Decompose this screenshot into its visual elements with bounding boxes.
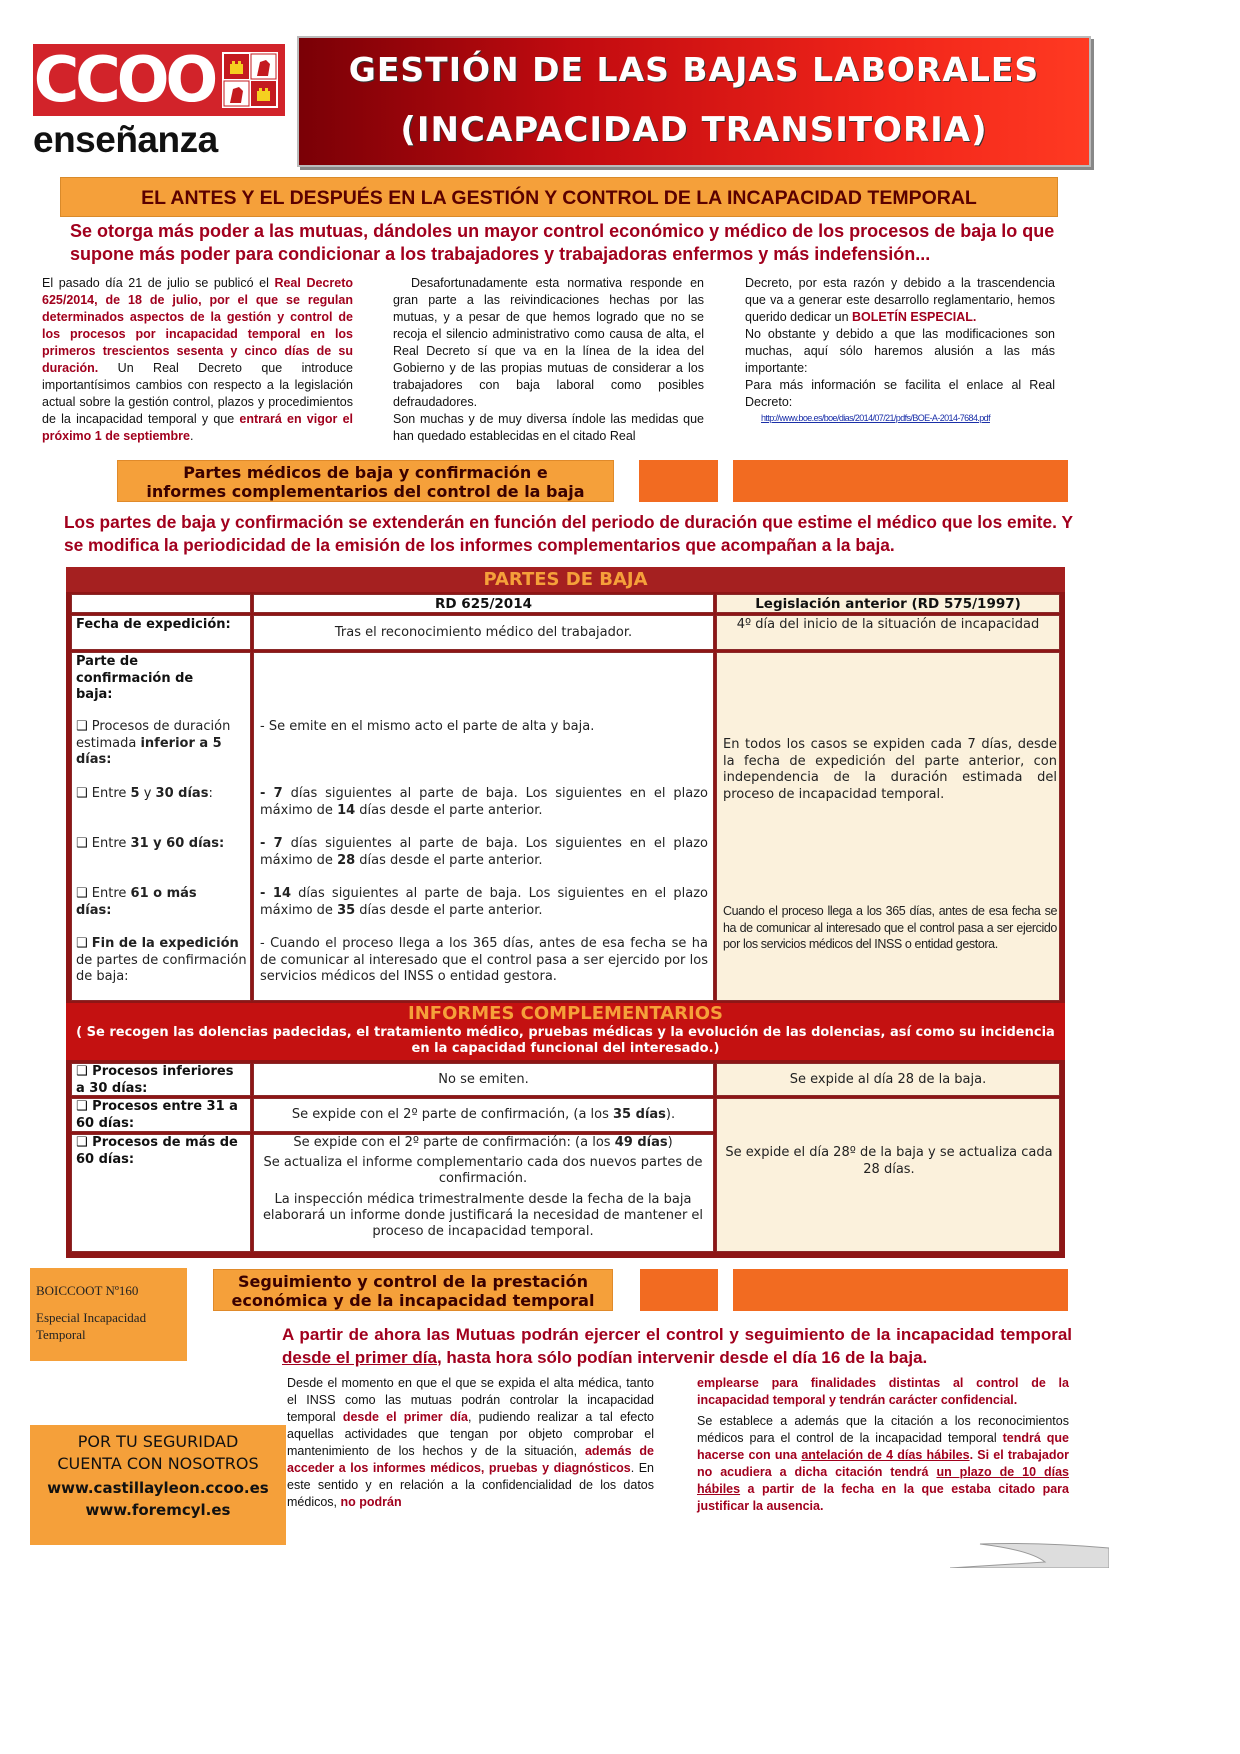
seguimiento-column-1	[287, 1375, 654, 1511]
section-line-1: Seguimiento y control de la prestación	[237, 1272, 588, 1291]
text: días siguientes al parte de baja. Los siguientes en el plazo máximo de	[260, 786, 708, 818]
text-bold: inferior a 5 días:	[76, 735, 222, 767]
coat-of-arms-icon	[222, 52, 278, 108]
text: ❑	[76, 936, 92, 951]
orange-block	[639, 460, 718, 502]
text-bold: 61 o más días:	[76, 886, 197, 918]
row-label-31-60: ❑ Procesos entre 31 a 60 días:	[71, 1098, 251, 1132]
text-bold: 30 días	[155, 786, 209, 801]
paragraph: Son muchas y de muy diversa índole las medidas que han quedado establecidas en el citado Real	[393, 412, 704, 443]
highlight-text: BOLETÍN ESPECIAL.	[852, 310, 977, 324]
table-title-partes: PARTES DE BAJA	[66, 567, 1065, 592]
label-under5	[76, 719, 248, 769]
intro-column-1	[42, 275, 353, 445]
page-curl-decoration	[950, 1540, 1109, 1568]
row-label-fecha: Fecha de expedición:	[71, 615, 251, 650]
text-bold: 35 días	[613, 1107, 666, 1122]
label-5-30	[76, 786, 248, 803]
text-bold: 28	[337, 852, 356, 868]
text: días desde el parte anterior.	[355, 852, 543, 868]
label-text: Parte de confirmación de baja:	[76, 654, 194, 702]
table-title-informes: INFORMES COMPLEMENTARIOS	[408, 1003, 723, 1024]
cell-mas-60-new	[253, 1134, 714, 1252]
text-bold: - 7	[260, 836, 283, 851]
cell-confirmacion-new	[253, 652, 714, 1001]
row-label-inferior-30: ❑ Procesos inferiores a 30 días:	[71, 1063, 251, 1096]
text-5-30	[260, 786, 708, 819]
text: ❑ Entre	[76, 886, 131, 901]
label-fin-expedicion	[76, 936, 248, 986]
boe-link[interactable]: http://www.boe.es/boe/dias/2014/07/21/pdfs/BOE-A-2014-7684.pdf	[761, 413, 990, 423]
website-link-foremcyl[interactable]: www.foremcyl.es	[85, 1501, 231, 1519]
highlight-text: antelación de 4 días hábiles	[801, 1448, 970, 1462]
text: y	[139, 786, 156, 801]
header-empty	[71, 594, 251, 613]
highlight-text: tendrá que hacerse con una	[697, 1431, 1069, 1462]
text: días desde el parte anterior.	[355, 802, 543, 818]
text-bold: 49 días	[614, 1135, 668, 1150]
highlight-text: a partir de la fecha en la que estaba citado para justificar la ausencia.	[697, 1482, 1069, 1513]
boletin-number: BOICCOOT Nº160	[36, 1283, 139, 1298]
lead-paragraph-3	[282, 1323, 1072, 1369]
text: Se establece a además que la citación a los reconocimientos médicos para el control de la incapacidad temporal	[697, 1414, 1069, 1445]
cell-31-60-new	[253, 1098, 714, 1132]
paragraph: No obstante y debido a que las modificaciones son muchas, aquí sólo haremos alusión a las más importante:	[745, 327, 1055, 375]
text-bold: Fin de la expedición	[91, 936, 239, 951]
intro-column-3	[745, 275, 1055, 425]
section-line-1: Partes médicos de baja y confirmación e	[183, 463, 548, 482]
website-link-ccoo[interactable]: www.castillayleon.ccoo.es	[47, 1479, 269, 1497]
highlight-text: desde el primer día	[342, 1410, 468, 1424]
logo-subtitle: enseñanza	[33, 119, 218, 160]
highlight-text: Real Decreto 625/2014, de 18 de julio, por el que se regulan determinados aspectos de la gestión y control de los procesos por incapacidad temporal en los primeros trescientos sesenta y cinco días de su duración.	[42, 276, 353, 375]
boletin-subtitle: Especial Incapacidad Temporal	[36, 1310, 147, 1342]
text: La inspección médica trimestralmente desde la fecha de la baja elaborará un informe donde justificará la necesidad de mantener el proceso de incapacidad temporal.	[262, 1192, 704, 1239]
intro-column-2	[393, 275, 704, 445]
text: días desde el parte anterior.	[355, 902, 543, 918]
text: días siguientes al parte de baja. Los siguientes en el plazo máximo de	[260, 886, 709, 918]
column-header-rd625: RD 625/2014	[253, 594, 714, 613]
highlight-text: no podrán	[340, 1495, 402, 1509]
text: . En este sentido y en relación a la confidencialidad de los datos médicos,	[287, 1461, 654, 1509]
text-bold: - 7	[260, 786, 283, 801]
label-31-60	[76, 836, 248, 853]
seguridad-line-1: POR TU SEGURIDAD	[77, 1432, 239, 1451]
title-line-1: GESTIÓN DE LAS BAJAS LABORALES	[348, 50, 1040, 89]
banner-antes-despues: EL ANTES Y EL DESPUÉS EN LA GESTIÓN Y CONTROL DE LA INCAPACIDAD TEMPORAL	[60, 177, 1058, 217]
row-label-mas-60: ❑ Procesos de más de 60 días:	[71, 1134, 251, 1252]
text: Se expide el día 28º de la baja y se actualiza cada 28 días.	[725, 1145, 1053, 1177]
partes-table	[66, 567, 1065, 1258]
text-fin: - Cuando el proceso llega a los 365 días, antes de esa fecha se ha de comunicar al interesado que el control pasa a ser ejercido por los servicios médicos del INSS o entidad gestora.	[260, 936, 708, 984]
text: A partir de ahora las Mutuas podrán ejercer el control y seguimiento de la incapacidad temporal	[282, 1325, 1072, 1344]
highlight-text: además de acceder a los informes médicos, pruebas y diagnósticos	[287, 1444, 654, 1475]
highlight-text: entrará en vigor el próximo 1 de septiembre	[42, 412, 353, 443]
text-bold: - 14	[260, 886, 292, 901]
cell-inferior-30-new: No se emiten.	[253, 1063, 714, 1096]
lead-paragraph-1: Se otorga más poder a las mutuas, dándoles un mayor control económico y médico de los procesos de baja lo que supone más poder para condicionar a los trabajadores y trabajadoras enfermos y más indefensión...	[70, 221, 1055, 264]
cell-fecha-new: Tras el reconocimiento médico del trabajador.	[253, 615, 714, 650]
seguimiento-column-2	[697, 1375, 1069, 1515]
row-label-confirmacion	[71, 652, 251, 1001]
informes-subtitle: ( Se recogen las dolencias padecidas, el tratamiento médico, pruebas médicas y la evolución de las dolencias, así como su incidencia en la capacidad funcional del interesado.)	[76, 1025, 1055, 1056]
highlight-text: . Si el trabajador no acudiera a dicha citación tendrá	[697, 1448, 1069, 1479]
text-bold: 5	[130, 786, 140, 801]
text: )	[667, 1135, 673, 1150]
lead-paragraph-2: Los partes de baja y confirmación se extenderán en función del periodo de duración que estime el médico que los emite. Y se modifica la periodicidad de la emisión de los informes complementarios que acompañan a la baja.	[64, 512, 1073, 555]
paragraph: Desafortunadamente esta normativa responde en gran parte a las reivindicaciones hechas por las mutuas, y a pesar de que hemos logrado que no se recoja el silencio administrativo como causa de alta, el Real Decreto sí que va en la línea de la idea del Gobierno y de las propias mutuas de considerar a los trabajadores con baja laboral como posibles defraudadores.	[393, 276, 704, 409]
text: ).	[665, 1107, 676, 1122]
highlight-text: un plazo de 10 días hábiles	[697, 1465, 1069, 1496]
text-bold: 31 y 60 días:	[130, 836, 225, 851]
text: de partes de confirmación de baja:	[76, 952, 247, 984]
orange-block	[733, 1269, 1068, 1311]
logo-text: CCOO	[33, 43, 215, 116]
section-header-seguimiento	[213, 1269, 613, 1311]
label-61-mas	[76, 886, 226, 919]
text: ❑ Entre	[76, 836, 131, 851]
title-box	[297, 36, 1091, 167]
text: En todos los casos se expiden cada 7 días, desde la fecha de expedición del parte anterior, con independencia de la duración estimada del proceso de incapacidad temporal.	[723, 737, 1057, 802]
cell-confirmacion-old	[716, 652, 1060, 1001]
text: Se expide con el 2º parte de confirmación, (a los	[291, 1107, 614, 1122]
section-header-partes	[117, 460, 614, 502]
text-49	[258, 1135, 708, 1151]
text-61-mas	[260, 886, 708, 919]
text-bold: 35	[337, 902, 356, 918]
text: - Se emite en el mismo acto el parte de alta y baja.	[260, 719, 595, 734]
section-line-2: informes complementarios del control de la baja	[146, 482, 585, 501]
informes-header	[66, 1003, 1065, 1060]
orange-block	[640, 1269, 718, 1311]
text: El pasado día 21 de julio se publicó el	[42, 276, 275, 290]
boletin-box	[30, 1268, 187, 1361]
text: Un Real Decreto que introduce importantísimos cambios con respecto a la legislación actual sobre la gestión control, plazos y procedimientos de la incapacidad temporal y que	[42, 361, 353, 426]
cell-31-mas-old	[716, 1098, 1060, 1252]
section-line-2: económica y de la incapacidad temporal	[231, 1291, 595, 1310]
text-underlined: desde el primer día	[282, 1348, 437, 1367]
text: Se actualiza el informe complementario cada dos nuevos partes de confirmación.	[263, 1155, 703, 1186]
text: días siguientes al parte de baja. Los siguientes en el plazo máximo de	[260, 836, 708, 868]
text-bold: 14	[337, 802, 356, 818]
cell-inferior-30-old: Se expide al día 28 de la baja.	[716, 1063, 1060, 1096]
text: ❑ Entre	[76, 786, 131, 801]
seguridad-line-2: CUENTA CON NOSOTROS	[57, 1454, 259, 1473]
seguridad-box	[30, 1425, 286, 1545]
text: ❑ Procesos de duración estimada	[76, 719, 231, 751]
cell-fecha-old: 4º día del inicio de la situación de incapacidad	[716, 615, 1060, 650]
text: , pudiendo realizar a tal efecto aquellas actividades que tengan por objeto comprobar el mantenimiento de los hechos y de la situación,	[287, 1410, 655, 1458]
text: :	[208, 786, 213, 801]
text: Se expide con el 2º parte de confirmación: (a los	[293, 1135, 615, 1150]
highlight-text: emplearse para finalidades distintas al control de la incapacidad temporal y tendrán carácter confidencial.	[697, 1376, 1069, 1407]
text: Decreto, por esta razón y debido a la trascendencia que va a generar este desarrollo reglamentario, hemos querido dedicar un	[745, 276, 1055, 324]
column-header-anterior: Legislación anterior (RD 575/1997)	[716, 594, 1060, 613]
text: Desde el momento en que el que se expida el alta médica, tanto el INSS como las mutuas podrán controlar la incapacidad temporal	[287, 1376, 654, 1424]
orange-block	[733, 460, 1068, 502]
text-31-60	[260, 836, 708, 869]
text: Cuando el proceso llega a los 365 días, antes de esa fecha se ha de comunicar al interesado que el control pasa a ser ejercido por los servicios médicos del INSS o entidad gestora.	[723, 904, 1057, 951]
paragraph: Para más información se facilita el enlace al Real Decreto:	[745, 378, 1055, 409]
text: .	[189, 429, 194, 443]
title-line-2: (INCAPACIDAD TRANSITORIA)	[400, 110, 988, 150]
text: , hasta hora sólo podían intervenir desde el día 16 de la baja.	[436, 1348, 928, 1367]
